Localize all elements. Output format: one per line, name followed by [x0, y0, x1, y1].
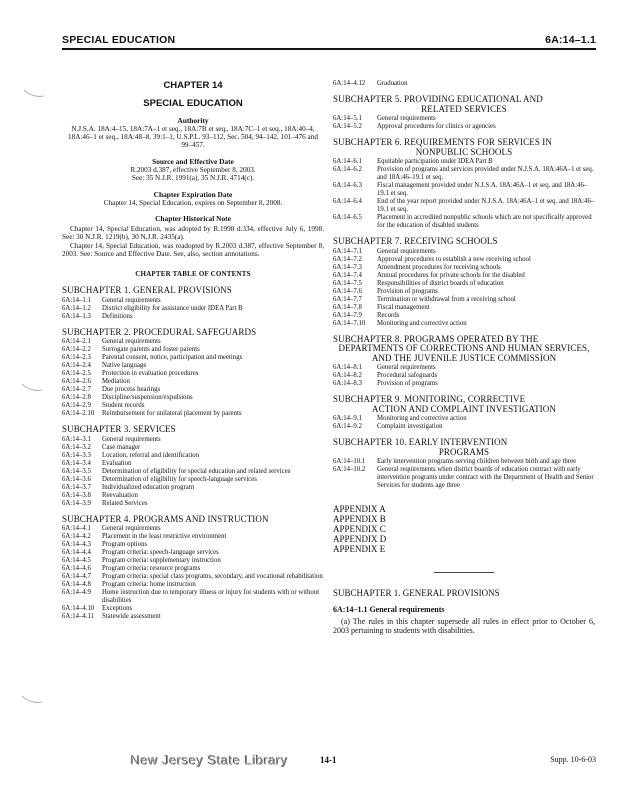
toc-entry[interactable]: [333, 364, 595, 372]
toc-heading: CHAPTER TABLE OF CONTENTS: [135, 269, 251, 278]
toc-entry[interactable]: [62, 297, 324, 305]
subchapter-title: SUBCHAPTER 10. EARLY INTERVENTION: [333, 437, 508, 447]
toc-section-number: 6A:14–1.2: [62, 304, 91, 312]
toc-section-number: 6A:14–7.1: [333, 247, 362, 255]
subchapter-heading[interactable]: [62, 425, 324, 435]
section-divider: [434, 572, 494, 573]
appendix-item[interactable]: APPENDIX E: [333, 544, 386, 554]
toc-entry[interactable]: [62, 402, 324, 410]
toc-section-title: Statewide assessment: [102, 613, 161, 621]
toc-section-title: General requirements: [102, 296, 161, 304]
subchapter-title: SUBCHAPTER 1. GENERAL PROVISIONS: [62, 285, 232, 296]
subchapter-heading[interactable]: [333, 237, 595, 247]
toc-section-title: Annual procedures for private schools for the disabled: [377, 271, 525, 279]
toc-entry[interactable]: [62, 452, 324, 460]
subchapter-heading[interactable]: [62, 515, 324, 525]
appendix-item[interactable]: APPENDIX D: [333, 534, 387, 544]
toc-section-title: Discipline/suspension/expulsions: [102, 394, 193, 402]
toc-section-title: Surrogate parents and foster parents: [102, 346, 200, 354]
subchapter-title: SUBCHAPTER 9. MONITORING, CORRECTIVE: [333, 394, 526, 404]
toc-entry[interactable]: [62, 362, 324, 370]
toc-entry[interactable]: [333, 166, 595, 182]
toc-section-title: Procedural safeguards: [377, 372, 438, 379]
toc-entry[interactable]: [62, 541, 324, 549]
authority-heading: Authority: [177, 115, 209, 125]
toc-section-number: 6A:14–2.7: [62, 386, 91, 394]
toc-entry[interactable]: [333, 466, 595, 490]
toc-section-number: 6A:14–2.1: [62, 338, 91, 346]
page-number: 14-1: [320, 755, 337, 765]
toc-section-title: Program criteria: home instruction: [102, 581, 196, 589]
toc-entry[interactable]: [62, 492, 324, 500]
toc-section-title: Provision of programs: [377, 380, 438, 387]
toc-entry[interactable]: [333, 458, 595, 466]
toc-entry[interactable]: [62, 386, 324, 394]
toc-section-title: Provision of programs and services provided under N.J.S.A. 18A:46A–1 et seq. and 18A:46–19.1 et seq.: [377, 166, 594, 181]
toc-section-number: 6A:14–2.5: [62, 370, 91, 378]
toc-entry[interactable]: [62, 549, 324, 557]
subchapter-title-continued: DEPARTMENTS OF CORRECTIONS AND HUMAN SERVICES, AND THE JUVENILE JUSTICE COMMISSION: [338, 343, 590, 363]
toc-section-number: 6A:14–4.3: [62, 541, 91, 549]
subchapter-title-continued: ACTION AND COMPLAINT INVESTIGATION: [372, 403, 556, 414]
toc-section-title: District eligibility for assistance under IDEA Part B: [102, 304, 243, 312]
appendix-item[interactable]: APPENDIX A: [333, 504, 386, 514]
toc-entry[interactable]: [333, 380, 595, 388]
toc-section-title: Reevaluation: [102, 491, 138, 499]
toc-section-number: 6A:14–6.4: [333, 198, 362, 205]
toc-section-title: Termination or withdrawal from a receiving school: [377, 295, 516, 303]
toc-entry[interactable]: [333, 372, 595, 380]
toc-section-number: 6A:14–4.11: [62, 613, 95, 621]
toc-section-number: 6A:14–7.5: [333, 279, 362, 287]
toc-section-title: Program criteria: supplementary instruction: [102, 557, 221, 565]
toc-section-title: Program criteria: special class programs, secondary, and vocational rehabilitation: [102, 573, 323, 581]
subchapter-heading[interactable]: [62, 328, 324, 338]
toc-section-title: Determination of eligibility for speech-language services: [102, 475, 257, 483]
right-column: [333, 80, 595, 635]
toc-section-title: General requirements: [377, 115, 436, 122]
toc-section-title: Reimbursement for unilateral placement by parents: [102, 410, 242, 418]
toc-section-number: 6A:14–7.7: [333, 295, 362, 303]
subchapter-title: SUBCHAPTER 7. RECEIVING SCHOOLS: [333, 236, 498, 246]
toc-section-number: 6A:14–4.10: [62, 605, 95, 613]
toc-right: [333, 95, 595, 490]
toc-section-number: 6A:14–2.6: [62, 378, 91, 386]
toc-entry[interactable]: [62, 436, 324, 444]
toc-entry[interactable]: [333, 288, 595, 296]
toc-section-title: Student records: [102, 402, 145, 410]
toc-section-number: 6A:14–9.2: [333, 423, 362, 430]
toc-section-title: Protection in evaluation procedures: [102, 370, 199, 378]
toc-entry[interactable]: [62, 346, 324, 354]
toc-section-number: 6A:14–2.8: [62, 394, 91, 402]
toc-section-title: Related Services: [102, 499, 148, 507]
toc-entry[interactable]: [333, 296, 595, 304]
toc-section-number: 6A:14–2.9: [62, 402, 91, 410]
toc-section-number: 6A:14–7.8: [333, 303, 362, 311]
toc-section-number: 6A:14–4.2: [62, 533, 91, 541]
library-stamp: New Jersey State Library: [130, 752, 288, 767]
toc-section-number: 6A:14–10.1: [333, 458, 366, 465]
toc-section-number: 6A:14–7.6: [333, 287, 362, 295]
toc-entry[interactable]: [333, 80, 595, 88]
toc-entry[interactable]: [333, 415, 595, 423]
history-paragraph: Chapter 14, Special Education, was readopted by R.2003 d.387, effective September 8, 2003. See: Source and Effective Date. See, also, section annotations.: [62, 242, 324, 259]
section-body: (a) The rules in this chapter supersede all rules in effect prior to October 6, 2003 pertaining to students with disabilities.: [333, 616, 595, 635]
toc-entry[interactable]: [62, 573, 324, 581]
toc-section-title: General requirements: [377, 247, 436, 255]
toc-section-title: General requirements: [102, 525, 161, 533]
toc-section-title: Home instruction due to temporary illness or injury for students with or without disabilities: [102, 589, 320, 605]
toc-section-number: 6A:14–1.3: [62, 312, 91, 320]
toc-entry[interactable]: [62, 557, 324, 565]
toc-section-title: End of the year report provided under N.J.S.A. 18A:46A–1 et seq. and 18A:46–19.1 et seq.: [377, 198, 595, 213]
toc-section-title: General requirements: [102, 435, 161, 443]
subchapter-title: SUBCHAPTER 4. PROGRAMS AND INSTRUCTION: [62, 513, 269, 524]
toc-section-title: Evaluation: [102, 459, 132, 467]
toc-section-number: 6A:14–2.10: [62, 410, 95, 418]
subchapter-title: SUBCHAPTER 8. PROGRAMS OPERATED BY THE: [333, 333, 539, 344]
toc-entry[interactable]: [62, 354, 324, 362]
subchapter-title: SUBCHAPTER 6. REQUIREMENTS FOR SERVICES IN: [333, 137, 553, 147]
toc-section-number: 6A:14–4.6: [62, 565, 91, 573]
toc-entry[interactable]: [62, 613, 324, 621]
subchapter-title-continued: PROGRAMS: [438, 446, 490, 457]
toc-section-number: 6A:14–4.7: [62, 573, 91, 581]
toc-section-number: 6A:14–4.5: [62, 557, 91, 565]
toc-section-title: Equitable participation under IDEA Part B: [377, 158, 493, 165]
page-footer: [62, 752, 596, 770]
toc-entry[interactable]: [62, 581, 324, 589]
subchapter-title: SUBCHAPTER 5. PROVIDING EDUCATIONAL AND: [333, 94, 543, 104]
toc-entry[interactable]: [62, 565, 324, 573]
toc-section-number: 6A:14–8.3: [333, 380, 362, 387]
toc-section-number: 6A:14–6.1: [333, 158, 362, 165]
toc-section-title: Monitoring and corrective action: [377, 415, 467, 422]
toc-entry[interactable]: [62, 313, 324, 321]
toc-section-number: 6A:14–6.2: [333, 166, 362, 173]
toc-section-number: 6A:14–9.1: [333, 415, 362, 422]
history-paragraph: Chapter 14, Special Education, was adopted by R.1998 d.334, effective July 6, 1998. See: 30 N.J.R. 1219(b), 30 N.J.R. 2435(a).: [62, 224, 324, 241]
toc-section-number: 6A:14–3.8: [62, 491, 91, 499]
toc-entry[interactable]: [62, 394, 324, 402]
appendix-list: [333, 504, 595, 554]
scan-mark-icon: [20, 690, 44, 710]
toc-continued: [333, 80, 595, 88]
toc-section-title: General requirements: [377, 364, 436, 371]
toc-entry[interactable]: [62, 338, 324, 346]
toc-section-title: Program options: [102, 541, 148, 549]
toc-section-number: 6A:14–4.9: [62, 589, 91, 597]
source-line: R.2003 d.387, effective September 8, 2003.: [130, 166, 256, 175]
chapter-name: SPECIAL EDUCATION: [143, 98, 243, 110]
toc-entry[interactable]: [62, 468, 324, 476]
toc-entry[interactable]: [62, 410, 324, 418]
toc-section-title: Early intervention programs serving children between birth and age three: [377, 458, 577, 465]
scan-mark-icon: [20, 378, 44, 398]
appendix-item[interactable]: APPENDIX B: [333, 514, 386, 524]
toc-left: [62, 286, 324, 621]
subchapter-heading[interactable]: [333, 138, 595, 157]
toc-entry[interactable]: [62, 484, 324, 492]
toc-section-number: 6A:14–5.1: [333, 115, 362, 122]
subchapter-heading[interactable]: [333, 438, 595, 457]
authority-text: N.J.S.A. 18A:4–15, 18A:7A–1 et seq., 18A:7B et seq., 18A:7C–1 et seq., 18A:40–4, 18A:46–1 et seq., 18A:48–8, 39:1–1, U.S.P.L. 93–112, Sec. 504, 94–142, 101–476 and 99–457.: [68, 124, 318, 150]
toc-section-number: 6A:14–4.1: [62, 525, 91, 533]
toc-section-title: Program criteria: speech-language services: [102, 549, 219, 557]
toc-entry[interactable]: [333, 115, 595, 123]
toc-section-number: 6A:14–7.2: [333, 255, 362, 263]
subchapter-heading[interactable]: [333, 395, 595, 414]
toc-section-number: 6A:14–2.2: [62, 346, 91, 354]
toc-section-title: Approval procedures for clinics or agencies: [377, 123, 496, 130]
toc-section-title: Monitoring and corrective action: [377, 319, 467, 327]
toc-section-title: Amendment procedures for receiving schools: [377, 263, 501, 271]
toc-entry[interactable]: [333, 198, 595, 214]
toc-section-number: 6A:14–7.10: [333, 319, 366, 327]
running-header: [62, 34, 596, 50]
toc-section-number: 6A:14–3.1: [62, 435, 91, 443]
toc-entry[interactable]: [333, 423, 595, 431]
toc-entry[interactable]: [62, 370, 324, 378]
subchapter-heading[interactable]: [62, 286, 324, 296]
toc-section-title: Graduation: [377, 80, 408, 87]
toc-entry[interactable]: [333, 182, 595, 198]
toc-section-number: 6A:14–6.3: [333, 182, 362, 189]
toc-section-title: Fiscal management provided under N.J.S.A. 18A:46A–1 et seq. and 18A:46–19.1 et seq.: [377, 182, 588, 197]
toc-section-title: Definitions: [102, 312, 133, 320]
toc-section-title: Complaint investigation: [377, 423, 443, 430]
left-column: [62, 80, 324, 621]
toc-entry[interactable]: [62, 305, 324, 313]
toc-entry[interactable]: [62, 500, 324, 508]
toc-section-title: Parental consent, notice, participation and meetings: [102, 354, 243, 362]
toc-section-title: Location, referral and identification: [102, 451, 199, 459]
toc-section-number: 6A:14–2.4: [62, 362, 91, 370]
supplement-date: Supp. 10-6-03: [550, 755, 596, 764]
toc-section-title: Fiscal management: [377, 303, 430, 311]
toc-section-number: 6A:14–6.5: [333, 214, 362, 221]
toc-section-number: 6A:14–8.2: [333, 372, 362, 379]
toc-entry[interactable]: [62, 444, 324, 452]
toc-entry[interactable]: [333, 214, 595, 230]
toc-section-title: Native language: [102, 362, 147, 370]
toc-entry[interactable]: [333, 123, 595, 131]
toc-section-title: Placement in accredited nonpublic schools which are not specifically approved for the education of disabled students: [377, 214, 592, 229]
scan-mark-icon: [22, 84, 46, 104]
toc-section-number: 6A:14–2.3: [62, 354, 91, 362]
toc-entry[interactable]: [333, 280, 595, 288]
subchapter-heading[interactable]: [333, 95, 595, 114]
toc-entry[interactable]: [62, 525, 324, 533]
toc-section-number: 6A:14–4.8: [62, 581, 91, 589]
chapter-number: CHAPTER 14: [163, 80, 223, 91]
section-title: 6A:14–1.1 General requirements: [333, 605, 445, 615]
toc-entry[interactable]: [333, 256, 595, 264]
subchapter-title: SUBCHAPTER 3. SERVICES: [62, 424, 176, 435]
subchapter-heading[interactable]: [333, 335, 595, 364]
toc-section-number: 6A:14–5.2: [333, 123, 362, 130]
toc-section-number: 6A:14–10.2: [333, 466, 366, 473]
toc-section-title: Program criteria: resource programs: [102, 565, 201, 573]
expiration-heading: Chapter Expiration Date: [153, 189, 233, 199]
toc-section-title: Provision of programs: [377, 287, 438, 295]
toc-entry[interactable]: [333, 312, 595, 320]
toc-section-number: 6A:14–7.4: [333, 271, 362, 279]
toc-section-number: 6A:14–3.2: [62, 443, 91, 451]
toc-section-title: Responsibilities of district boards of education: [377, 279, 504, 287]
history-heading: Chapter Historical Note: [155, 214, 231, 224]
toc-section-title: Records: [377, 311, 400, 319]
expiration-text: Chapter 14, Special Education, expires on September 8, 2008.: [103, 198, 283, 207]
toc-section-title: Placement in the least restrictive environment: [102, 533, 227, 541]
toc-entry[interactable]: [62, 476, 324, 484]
toc-entry[interactable]: [62, 605, 324, 613]
toc-section-title: Due process hearings: [102, 386, 161, 394]
toc-entry[interactable]: [333, 272, 595, 280]
toc-entry[interactable]: [62, 460, 324, 468]
toc-entry[interactable]: [333, 264, 595, 272]
toc-section-number: 6A:14–3.6: [62, 475, 91, 483]
toc-entry[interactable]: [333, 304, 595, 312]
toc-entry[interactable]: [333, 158, 595, 166]
toc-section-title: Case manager: [102, 443, 141, 451]
toc-section-title: Determination of eligibility for special education and related services: [102, 467, 291, 475]
toc-section-number: 6A:14–4.4: [62, 549, 91, 557]
toc-entry[interactable]: [62, 533, 324, 541]
header-title: SPECIAL EDUCATION: [62, 34, 176, 46]
toc-entry[interactable]: [333, 248, 595, 256]
appendix-item[interactable]: APPENDIX C: [333, 524, 386, 534]
toc-section-number: 6A:14–3.4: [62, 459, 91, 467]
subchapter-title-continued: RELATED SERVICES: [421, 103, 507, 114]
toc-section-title: Exceptions: [102, 605, 133, 613]
toc-entry[interactable]: [333, 320, 595, 328]
toc-section-title: Individualized education program: [102, 483, 195, 491]
toc-section-number: 6A:14–3.9: [62, 499, 91, 507]
toc-section-number: 6A:14–8.1: [333, 364, 362, 371]
toc-section-title: General requirements: [102, 338, 161, 346]
toc-section-title: General requirements when district boards of education contract with early intervention programs under contract with the Department of Health and Senior Services for students age three: [377, 466, 594, 489]
section-subchapter-heading: SUBCHAPTER 1. GENERAL PROVISIONS: [333, 588, 500, 598]
toc-entry[interactable]: [62, 589, 324, 605]
toc-section-number: 6A:14–1.1: [62, 296, 91, 304]
header-section-number: 6A:14–1.1: [545, 34, 596, 46]
subchapter-title-continued: NONPUBLIC SCHOOLS: [415, 146, 513, 157]
toc-entry[interactable]: [62, 378, 324, 386]
toc-section-title: Approval procedures to establish a new receiving school: [377, 255, 531, 263]
subchapter-title: SUBCHAPTER 2. PROCEDURAL SAFEGUARDS: [62, 326, 257, 337]
toc-section-number: 6A:14–3.7: [62, 483, 91, 491]
toc-section-number: 6A:14–4.12: [333, 80, 366, 87]
toc-section-number: 6A:14–7.3: [333, 263, 362, 271]
toc-section-title: Mediation: [102, 378, 130, 386]
toc-section-number: 6A:14–3.5: [62, 467, 91, 475]
toc-section-number: 6A:14–3.3: [62, 451, 91, 459]
toc-section-number: 6A:14–7.9: [333, 311, 362, 319]
source-line: See: 35 N.J.R. 1991(a), 35 N.J.R. 4714(c).: [131, 174, 255, 183]
source-heading: Source and Effective Date: [152, 156, 234, 166]
